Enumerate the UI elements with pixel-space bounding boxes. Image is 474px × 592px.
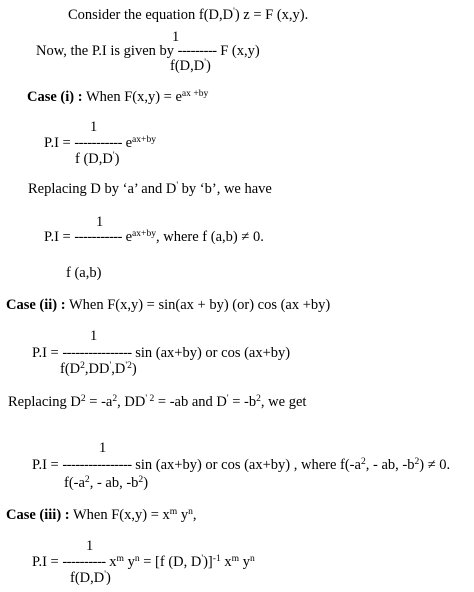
case-2-pi1-numerator: 1 [90,328,98,344]
case-1-pi2-line: P.I = ----------- $e^{ax+by}$, where f (a,b) ≠ 0. [44,227,264,245]
case-1-pi1-numerator: 1 [90,119,98,135]
case-1-pi2-numerator: 1 [96,214,104,230]
equation-statement: Consider the equation f(D,D') z = F (x,y). [68,5,309,23]
pi-intro-denominator: f(D,D') [170,56,211,74]
case-1-pi2-denominator: f (a,b) [66,265,102,281]
pi-intro-numerator: 1 [172,29,180,45]
case-1-line: Case (i) : When $F(x,y) = e^{ax +by}$ [27,87,209,105]
case-2-pi2-denominator: $f(-a^2$, - ab, $-b^2$) [64,473,149,491]
pi-intro-line: Now, the P.I is given by --------- F (x,y) [36,43,260,59]
case-2-line: Case (ii) : When F(x,y) = sin(ax + by) (or) cos (ax +by) [6,297,331,313]
case-1-pi1-denominator: f (D,D') [75,149,120,167]
case-1-replacing-text: Replacing D by ‘a’ and D' by ‘b’, we have [28,179,272,197]
case-3-line: Case (iii) : When $F(x,y) = x^m$ $y^n$, [6,505,197,523]
case-2-pi2-numerator: 1 [99,440,107,456]
case-1-pi1-line: P.I = ----------- $e^{ax+by}$ [44,133,157,151]
case-3-heading: Case (iii) : [6,507,70,523]
case-2-pi2-line: P.I = ---------------- sin (ax+by) or cos (ax+by) , where $f(-a^2$, - ab, $-b^2) \ne 0$. [32,455,451,473]
case-2-heading: Case (ii) : [6,297,66,313]
case-3-pi-line: P.I = ---------- $x^m$ $y^n = [f$ (D, D')]$^{-1}$ $x^m$ $y^n$ [32,552,255,570]
case-2-replacing-text: Replacing $D^2 = -a^2$, $DD^{' 2} = -ab$ and $D' = -b^2$, we get [8,392,307,410]
case-1-heading: Case (i) : [27,89,83,105]
case-3-pi-numerator: 1 [86,538,94,554]
case-2-pi1-line: P.I = ---------------- sin (ax+by) or cos (ax+by) [32,345,291,361]
case-3-pi-denominator: f(D,D') [70,568,111,586]
case-2-pi1-denominator: $f(D^2,DD',D^{'2})$ [60,359,137,377]
